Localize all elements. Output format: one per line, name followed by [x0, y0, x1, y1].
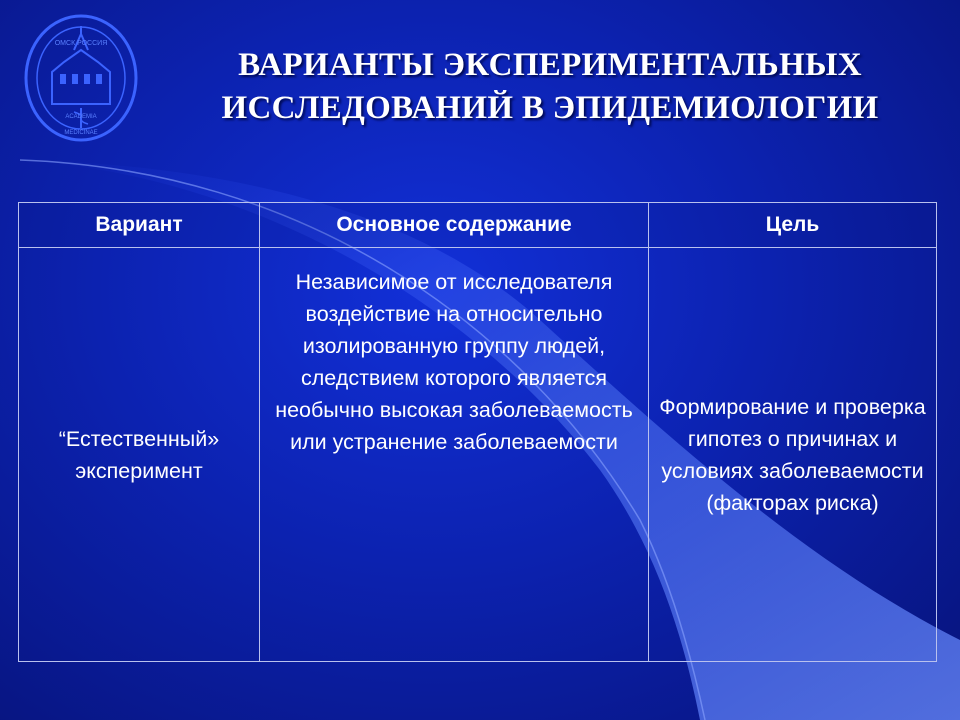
variants-table — [18, 202, 937, 662]
table-header-row — [19, 203, 937, 248]
logo-bottom-text: MEDICINAE — [64, 130, 98, 136]
table-row — [19, 248, 937, 662]
title-line-1: ВАРИАНТЫ ЭКСПЕРИМЕНТАЛЬНЫХ — [238, 47, 862, 83]
header-variant: Вариант — [19, 203, 260, 248]
cell-variant: “Естественный» эксперимент — [19, 248, 260, 662]
logo-top-text: ОМСК РОССИЯ — [54, 40, 108, 47]
header-content: Основное содержание — [260, 203, 649, 248]
title-line-2: ИССЛЕДОВАНИЙ В ЭПИДЕМИОЛОГИИ — [221, 90, 879, 126]
slide-title — [150, 44, 950, 130]
header-goal: Цель — [649, 203, 937, 248]
cell-content: Независимое от исследователя воздействие на относительно изолированную группу людей, следствием которого является необычно высокая заболеваемость или устранение заболеваемости — [260, 248, 649, 662]
cell-goal: Формирование и проверка гипотез о причинах и условиях заболеваемости (факторах риска) — [649, 248, 937, 662]
academy-logo — [22, 12, 140, 144]
logo-mid-text: ACADEMIA — [65, 114, 97, 120]
